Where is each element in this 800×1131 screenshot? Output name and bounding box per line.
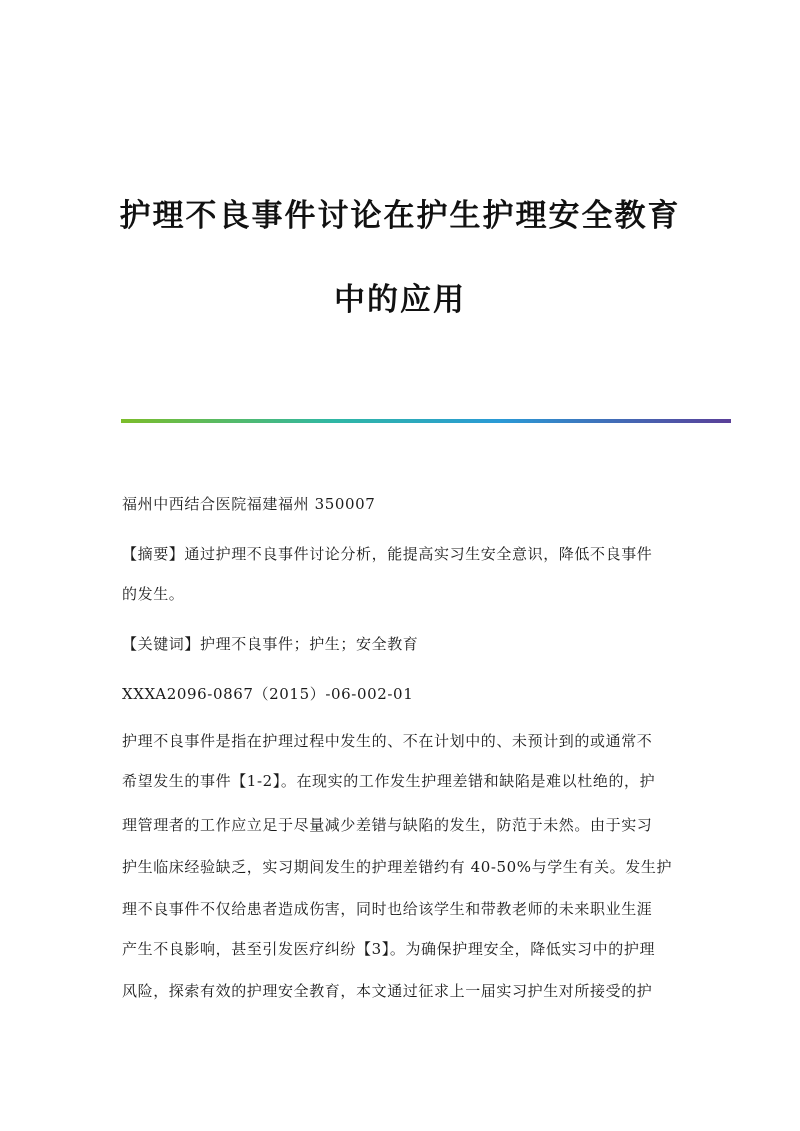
body-paragraph-line: 护理不良事件是指在护理过程中发生的、不在计划中的、未预计到的或通常不 — [122, 732, 653, 750]
body-paragraph-line: 产生不良影响，甚至引发医疗纠纷【3】。为确保护理安全，降低实习中的护理 — [122, 940, 656, 958]
affiliation: 福州中西结合医院福建福州 350007 — [122, 495, 376, 513]
body-paragraph-line: 理管理者的工作应立足于尽量减少差错与缺陷的发生，防范于未然。由于实习 — [122, 816, 653, 834]
article-code: XXXA2096-0867（2015）-06-002-01 — [122, 685, 414, 703]
abstract-line-1: 【摘要】通过护理不良事件讨论分析，能提高实习生安全意识，降低不良事件 — [122, 545, 653, 563]
gradient-divider — [121, 419, 731, 423]
keywords: 【关键词】护理不良事件；护生；安全教育 — [122, 635, 419, 653]
body-paragraph-line: 风险，探索有效的护理安全教育，本文通过征求上一届实习护生对所接受的护 — [122, 982, 653, 1000]
body-paragraph-line: 希望发生的事件【1-2】。在现实的工作发生护理差错和缺陷是难以杜绝的，护 — [122, 772, 656, 790]
abstract-line-2: 的发生。 — [122, 585, 185, 603]
body-paragraph-line: 护生临床经验缺乏，实习期间发生的护理差错约有 40-50%与学生有关。发生护 — [122, 858, 673, 876]
document-title-line-2: 中的应用 — [334, 282, 466, 318]
body-paragraph-line: 理不良事件不仅给患者造成伤害，同时也给该学生和带教老师的未来职业生涯 — [122, 900, 653, 918]
document-title-line-1: 护理不良事件讨论在护生护理安全教育 — [119, 198, 681, 234]
